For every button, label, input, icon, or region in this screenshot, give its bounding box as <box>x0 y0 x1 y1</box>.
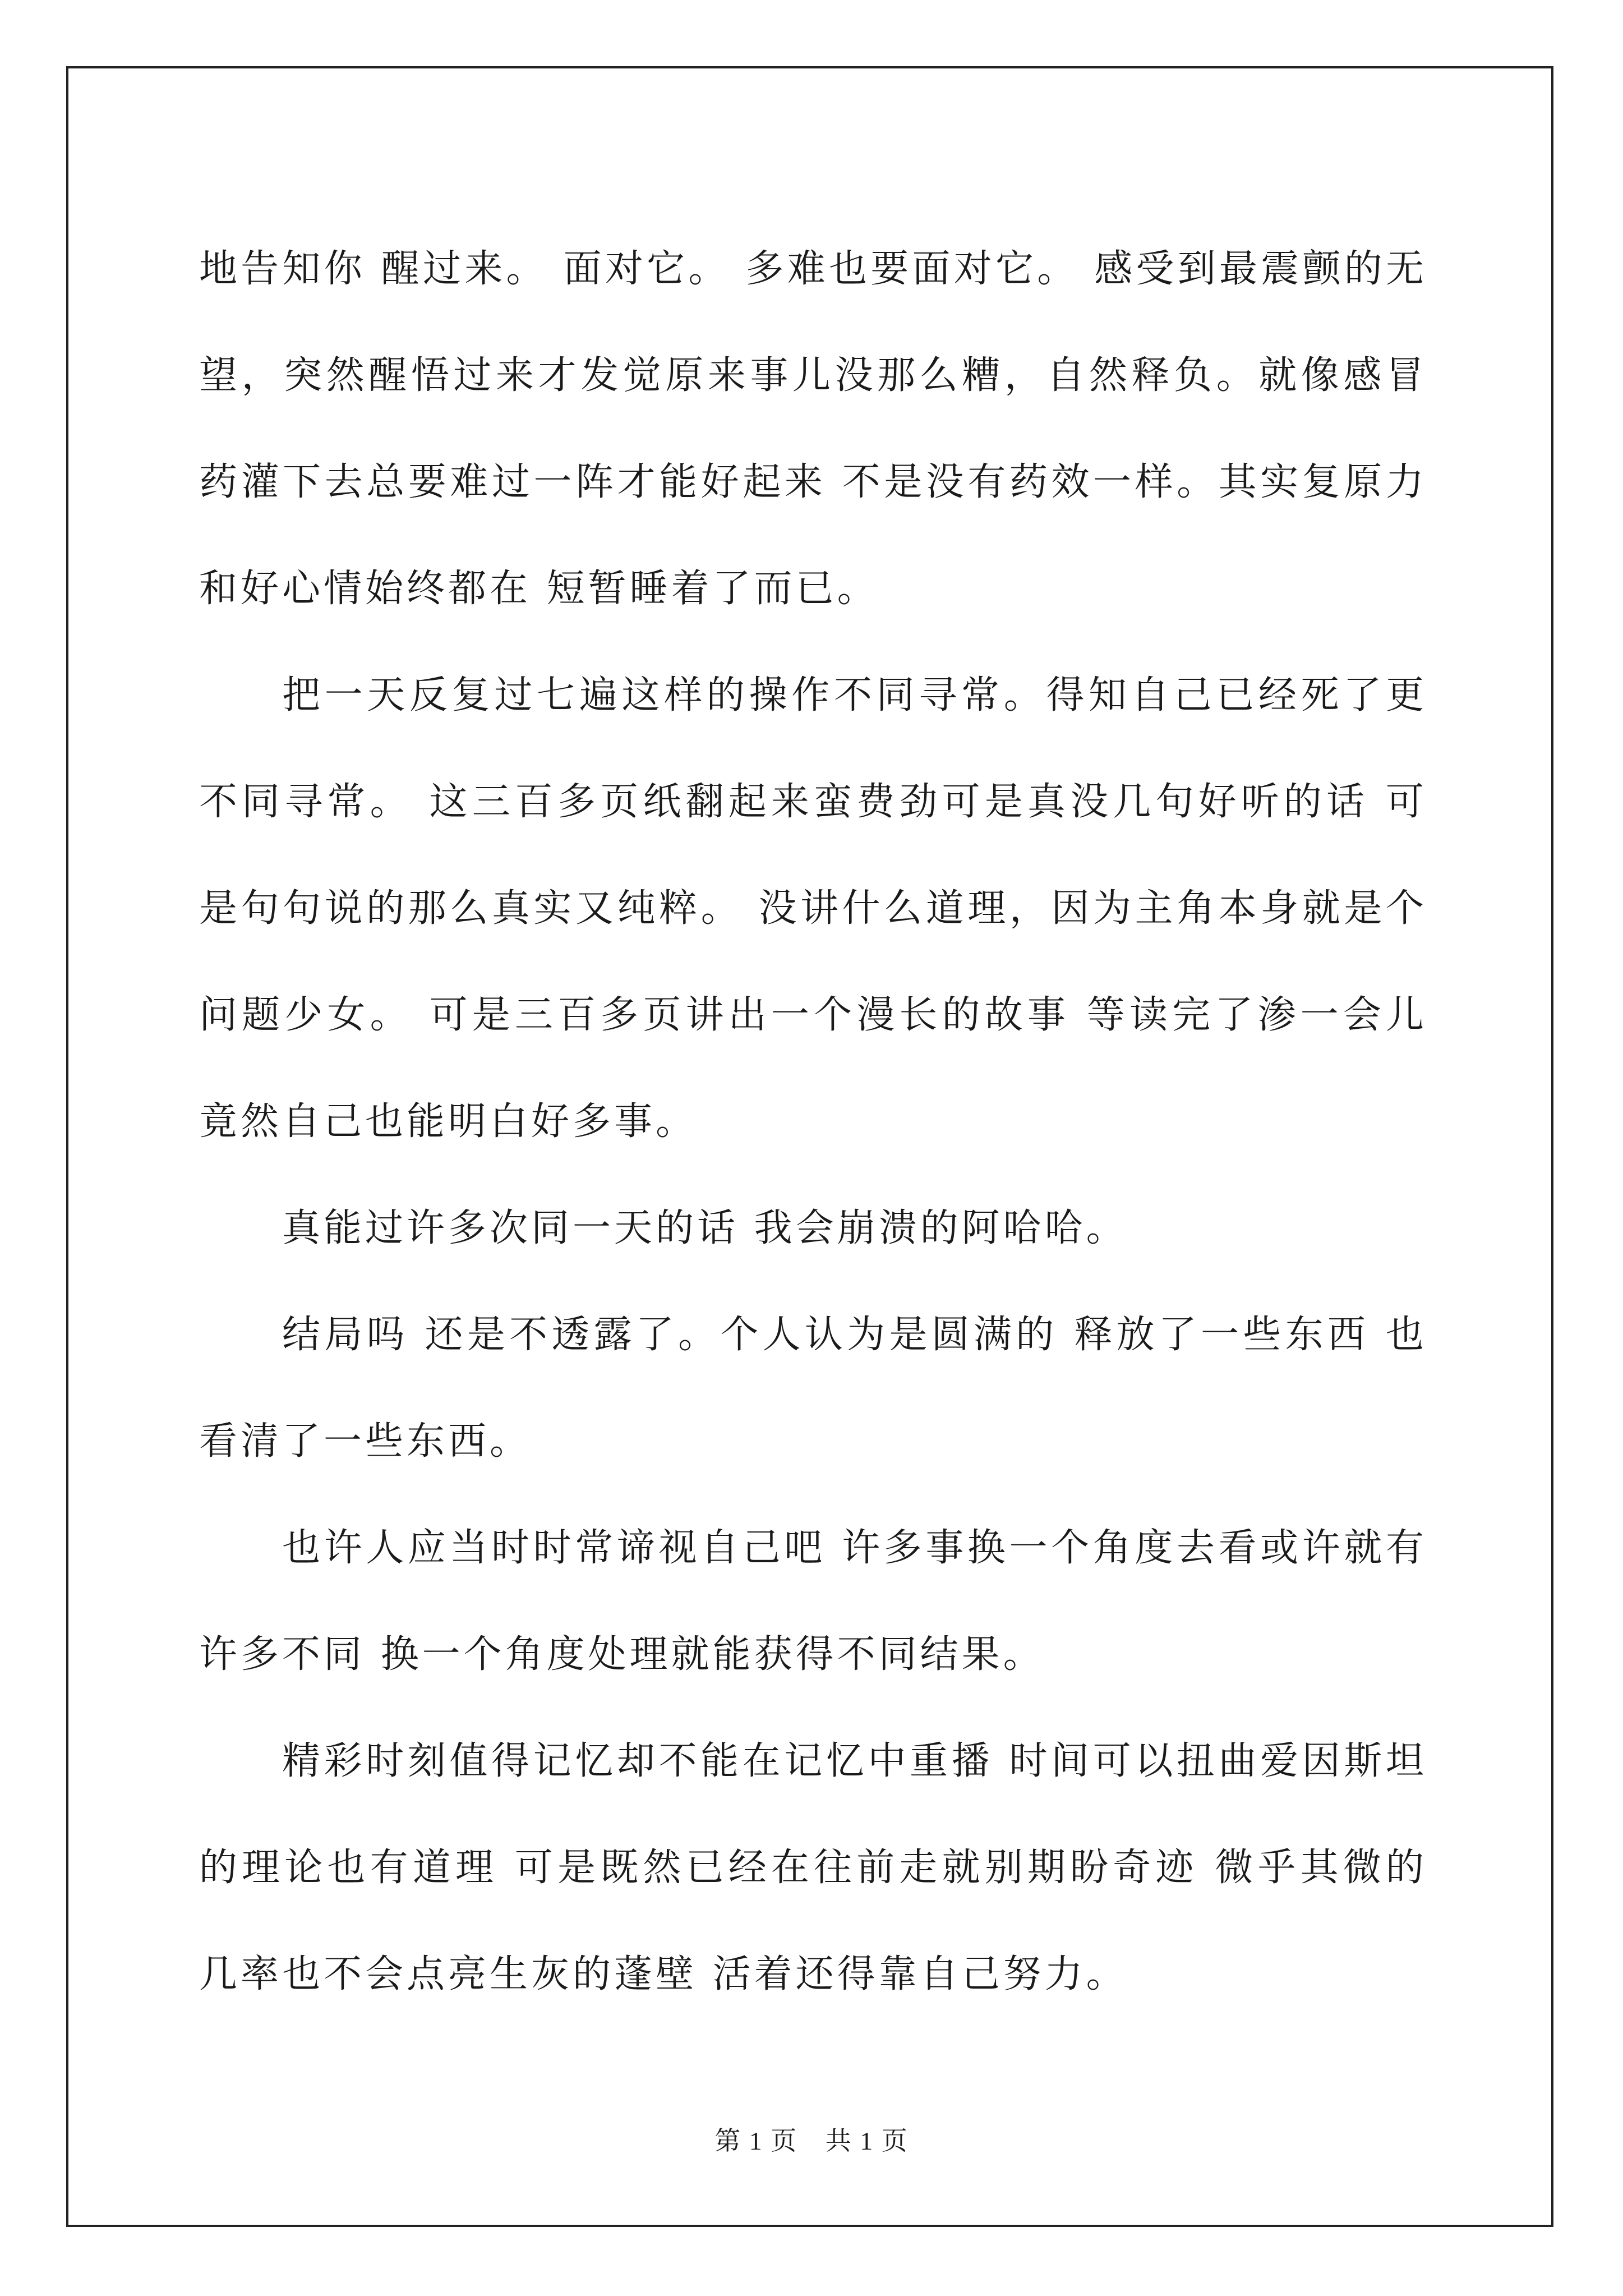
paragraph-5: 也许人应当时时常谛视自己吧 许多事换一个角度去看或许就有许多不同 换一个角度处理就能获得不同结果。 <box>199 1526 1427 1677</box>
page-total: 共 1 页 <box>825 2127 909 2155</box>
paragraph-6: 精彩时刻值得记忆却不能在记忆中重播 时间可以扭曲爱因斯坦的理论也有道理 可是既然已经在往前走就别期盼奇迹 微乎其微的几率也不会点亮生灰的蓬壁 活着还得靠自己努力。 <box>199 1739 1427 1996</box>
paragraph-2: 把一天反复过七遍这样的操作不同寻常。得知自己已经死了更不同寻常。 这三百多页纸翻起来蛮费劲可是真没几句好听的话 可是句句说的那么真实又纯粹。 没讲什么道理，因为主角本身就是个问题少女。 可是三百多页讲出一个漫长的故事 等读完了渗一会儿竟然自己也能明白好多事。 <box>199 673 1427 1144</box>
paragraph-1: 地告知你 醒过来。 面对它。 多难也要面对它。 感受到最震颤的无望，突然醒悟过来才发觉原来事儿没那么糟，自然释负。就像感冒药灌下去总要难过一阵才能好起来 不是没有药效一样。其实复原力和好心情始终都在 短暂睡着了而已。 <box>199 247 1427 611</box>
page-footer <box>0 2120 1623 2157</box>
page-number: 第 1 页 <box>714 2127 798 2155</box>
document-body <box>199 216 1427 2028</box>
paragraph-4: 结局吗 还是不透露了。个人认为是圆满的 释放了一些东西 也看清了一些东西。 <box>199 1313 1427 1464</box>
paragraph-3: 真能过许多次同一天的话 我会崩溃的阿哈哈。 <box>282 1206 1128 1250</box>
